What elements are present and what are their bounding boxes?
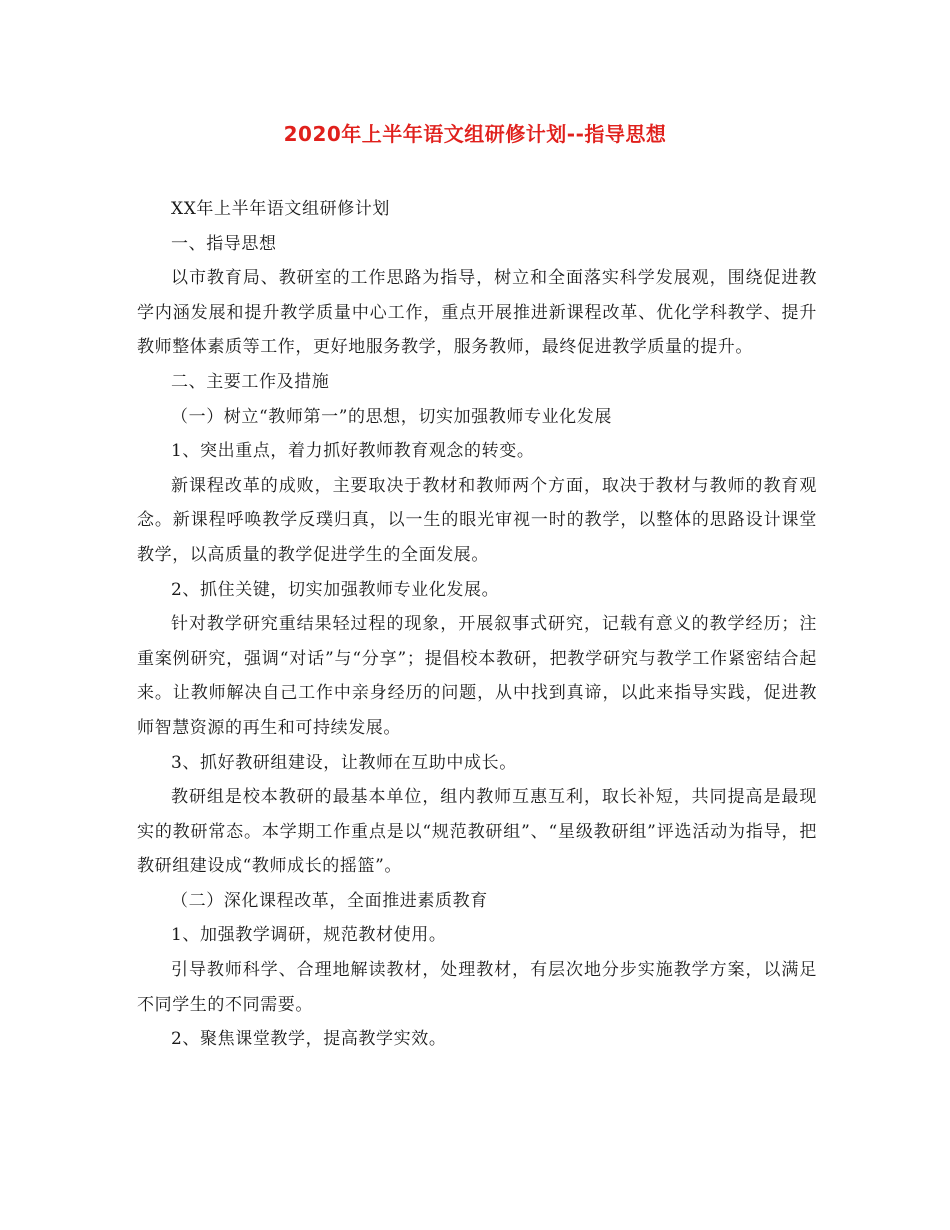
paragraph: 以市教育局、教研室的工作思路为指导，树立和全面落实科学发展观，围绕促进教学内涵发展和提升教学质量中心工作，重点开展推进新课程改革、优化学科教学、提升教师整体素质等工作，更好地服务教学，服务教师，最终促进教学质量的提升。 [137, 268, 817, 358]
list-item-heading: 2、抓住关键，切实加强教师专业化发展。 [171, 579, 500, 600]
document-title: 2020年上半年语文组研修计划--指导思想 [283, 122, 667, 146]
list-item-heading: 3、抓好教研组建设，让教师在互助中成长。 [171, 752, 517, 773]
list-item-heading: 2、聚焦课堂教学，提高教学实效。 [171, 1029, 447, 1050]
paragraph: 教研组是校本教研的最基本单位，组内教师互惠互利，取长补短，共同提高是最现实的教研常态。本学期工作重点是以“规范教研组”、“星级教研组”评选活动为指导，把教研组建设成“教师成长的摇篮”。 [137, 787, 817, 877]
list-item-heading: 1、加强教学调研，规范教材使用。 [171, 925, 447, 946]
list-item-heading: 1、突出重点，着力抓好教师教育观念的转变。 [171, 441, 535, 462]
paragraph-plan-heading: XX年上半年语文组研修计划 [171, 199, 391, 219]
section-heading-guiding-ideology: 一、指导思想 [171, 233, 277, 254]
subsection-heading: （一）树立“教师第一”的思想，切实加强教师专业化发展 [171, 406, 612, 427]
section-heading-main-work: 二、主要工作及措施 [171, 371, 330, 392]
paragraph: 引导教师科学、合理地解读教材，处理教材，有层次地分步实施教学方案，以满足不同学生的不同需要。 [137, 960, 817, 1015]
subsection-heading: （二）深化课程改革，全面推进素质教育 [171, 890, 488, 911]
paragraph: 新课程改革的成败，主要取决于教材和教师两个方面，取决于教材与教师的教育观念。新课程呼唤教学反璞归真，以一生的眼光审视一时的教学，以整体的思路设计课堂教学，以高质量的教学促进学生的全面发展。 [137, 475, 817, 565]
document-body [137, 192, 817, 1057]
paragraph: 针对教学研究重结果轻过程的现象，开展叙事式研究，记载有意义的教学经历；注重案例研究，强调“对话”与“分享”；提倡校本教研，把教学研究与教学工作紧密结合起来。让教师解决自己工作中亲身经历的问题，从中找到真谛，以此来指导实践，促进教师智慧资源的再生和可持续发展。 [137, 614, 817, 738]
